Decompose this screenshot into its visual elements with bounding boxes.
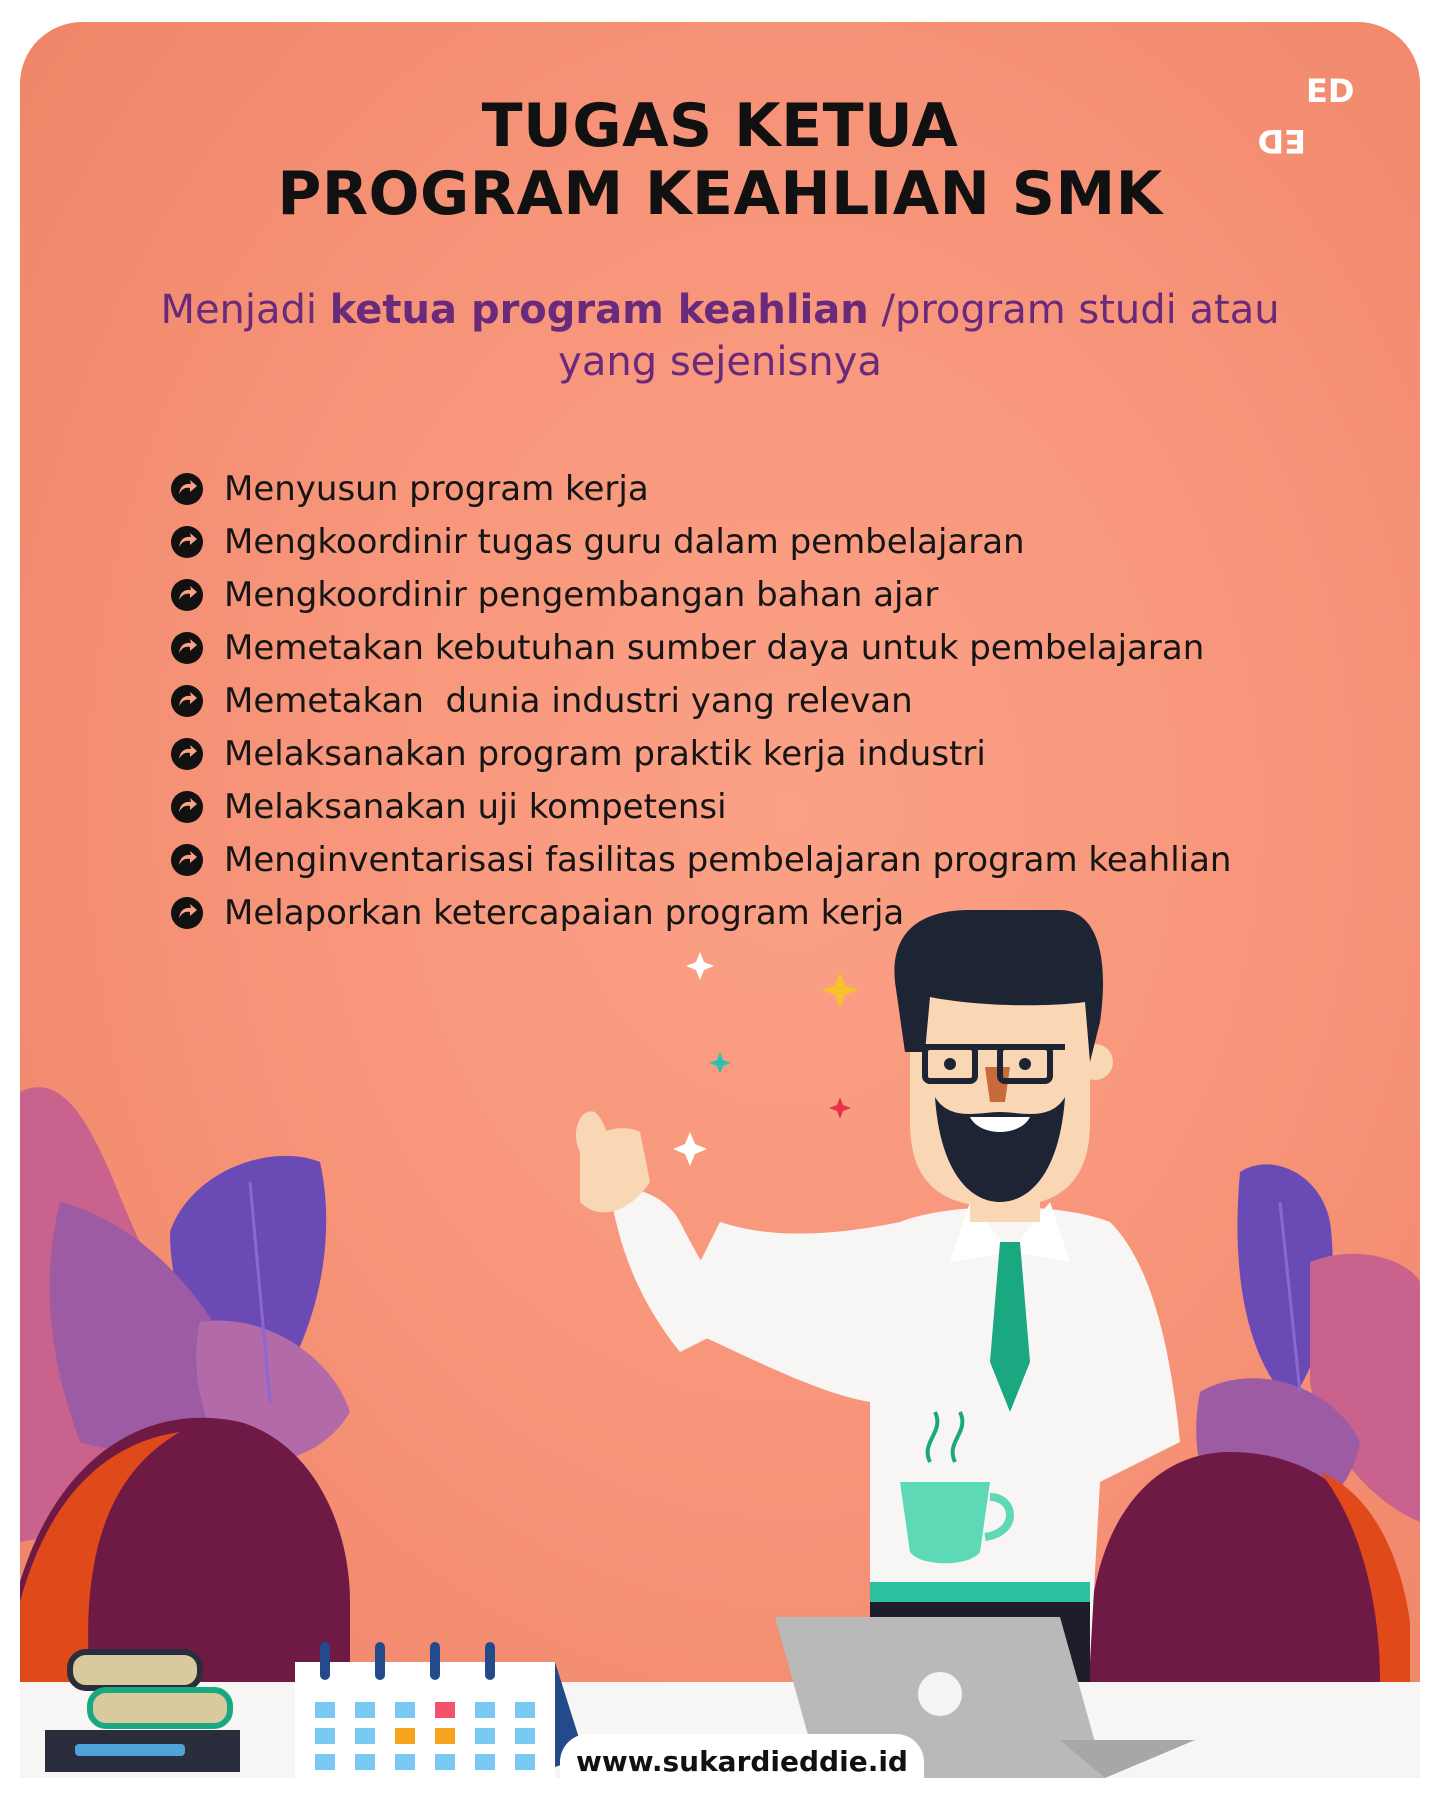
sparkle-red xyxy=(829,1097,851,1119)
belt xyxy=(870,1582,1090,1602)
sparkle-teal xyxy=(709,1052,731,1074)
arrow-circle-icon xyxy=(170,578,204,612)
duty-text: Melaksanakan program praktik kerja industri xyxy=(224,733,986,774)
page-title xyxy=(20,92,1420,228)
duty-text: Melaporkan ketercapaian program kerja xyxy=(224,892,905,933)
duty-item xyxy=(170,515,1231,568)
arrow-circle-icon xyxy=(170,896,204,930)
duty-text: Menyusun program kerja xyxy=(224,468,649,509)
book-top xyxy=(70,1652,200,1688)
infographic-card xyxy=(20,22,1420,1778)
arrow-circle-icon xyxy=(170,790,204,824)
arrow-circle-icon xyxy=(170,472,204,506)
duty-text: Memetakan dunia industri yang relevan xyxy=(224,680,913,721)
duty-item xyxy=(170,780,1231,833)
svg-text:ED: ED xyxy=(1306,72,1355,110)
website-url[interactable]: www.sukardieddie.id xyxy=(560,1734,924,1790)
duty-text: Mengkoordinir tugas guru dalam pembelajaran xyxy=(224,521,1025,562)
duty-text: Melaksanakan uji kompetensi xyxy=(224,786,727,827)
sparkle-white-2 xyxy=(673,1132,707,1166)
right-bush xyxy=(1089,1452,1400,1682)
book-middle xyxy=(90,1690,230,1726)
duty-item xyxy=(170,886,1231,939)
sparkle-white-1 xyxy=(686,952,714,980)
duty-item xyxy=(170,727,1231,780)
duty-item xyxy=(170,833,1231,886)
arrow-circle-icon xyxy=(170,684,204,718)
duty-text: Menginventarisasi fasilitas pembelajaran program keahlian xyxy=(224,839,1232,880)
duty-list xyxy=(170,462,1231,939)
arrow-circle-icon xyxy=(170,737,204,771)
finger xyxy=(576,1111,607,1152)
subtitle-suffix: /program studi atau yang sejenisnya xyxy=(558,287,1280,385)
subtitle xyxy=(160,284,1280,388)
duty-item xyxy=(170,568,1231,621)
subtitle-prefix: Menjadi xyxy=(160,287,330,333)
mug xyxy=(900,1482,990,1563)
arrow-circle-icon xyxy=(170,631,204,665)
title-line-2: PROGRAM KEAHLIAN SMK xyxy=(277,159,1163,229)
arrow-circle-icon xyxy=(170,843,204,877)
duty-item xyxy=(170,674,1231,727)
subtitle-bold: ketua program keahlian xyxy=(329,287,869,333)
arrow-circle-icon xyxy=(170,525,204,559)
sparkle-yellow xyxy=(822,972,858,1008)
duty-text: Memetakan kebutuhan sumber daya untuk pembelajaran xyxy=(224,627,1205,668)
laptop-logo xyxy=(918,1672,962,1716)
duty-text: Mengkoordinir pengembangan bahan ajar xyxy=(224,574,939,615)
duty-item xyxy=(170,462,1231,515)
title-line-1: TUGAS KETUA xyxy=(481,91,959,161)
svg-text:ED: ED xyxy=(1257,122,1306,160)
duty-item xyxy=(170,621,1231,674)
ear xyxy=(1077,1044,1113,1080)
